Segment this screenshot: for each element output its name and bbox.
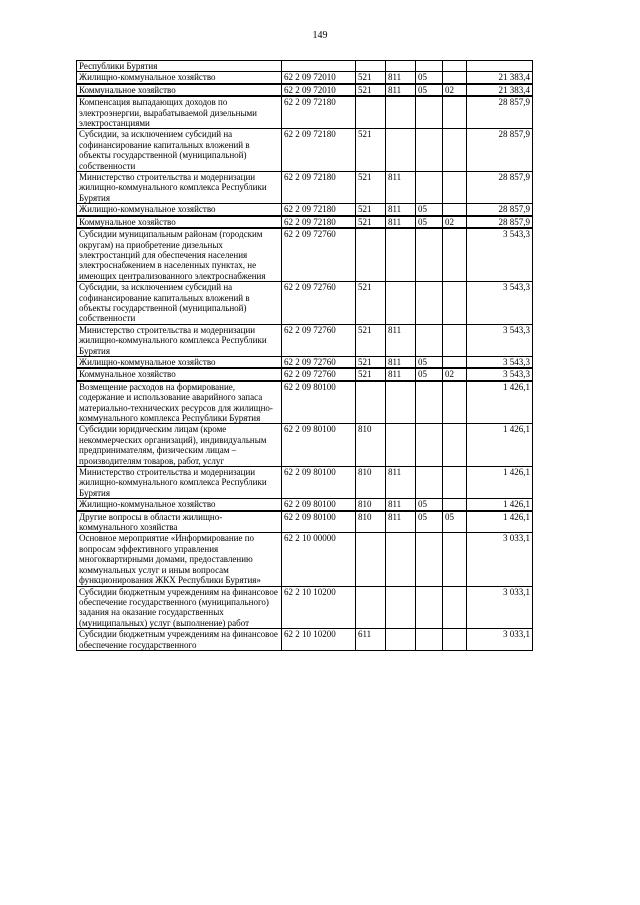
amount-cell: 3 543,3 [467,282,533,325]
amount-cell: 28 857,9 [467,204,533,216]
target-article-cell: 62 2 09 80100 [282,467,356,499]
amount-cell: 21 383,4 [467,72,533,84]
amount-cell: 1 426,1 [467,499,533,511]
target-article-cell: 62 2 09 80100 [282,424,356,467]
subsection-cell [443,586,467,629]
target-article-cell: 62 2 09 72760 [282,324,356,356]
row-name-cell: Жилищно-коммунальное хозяйство [77,356,282,368]
amount-cell: 21 383,4 [467,84,533,96]
section-cell [416,228,443,282]
table-row [77,172,533,204]
department-cell: 811 [386,216,416,228]
department-cell: 811 [386,204,416,216]
subsection-cell [443,96,467,129]
department-cell: 811 [386,324,416,356]
target-article-cell: 62 2 10 10200 [282,586,356,629]
subsection-cell [443,129,467,172]
target-article-cell: 62 2 09 72180 [282,216,356,228]
amount-cell: 28 857,9 [467,96,533,129]
department-cell: 811 [386,511,416,533]
expense-type-cell [356,533,386,586]
subsection-cell [443,356,467,368]
section-cell [416,586,443,629]
section-cell: 05 [416,499,443,511]
section-cell: 05 [416,204,443,216]
section-cell [416,129,443,172]
expense-type-cell: 521 [356,84,386,96]
table-row [77,228,533,282]
section-cell [416,424,443,467]
subsection-cell [443,467,467,499]
amount-cell: 3 543,3 [467,324,533,356]
table-row [77,511,533,533]
expense-type-cell: 810 [356,467,386,499]
row-name-cell: Жилищно-коммунальное хозяйство [77,72,282,84]
department-cell: 811 [386,72,416,84]
table-row [77,424,533,467]
target-article-cell: 62 2 10 10200 [282,629,356,651]
table-row [77,467,533,499]
budget-table [76,60,533,651]
expense-type-cell: 521 [356,72,386,84]
table-row [77,61,533,72]
target-article-cell: 62 2 09 80100 [282,499,356,511]
section-cell [416,172,443,204]
department-cell: 811 [386,356,416,368]
department-cell: 811 [386,499,416,511]
amount-cell: 3 543,3 [467,356,533,368]
expense-type-cell: 521 [356,282,386,325]
subsection-cell [443,204,467,216]
subsection-cell [443,381,467,424]
expense-type-cell: 521 [356,356,386,368]
subsection-cell [443,282,467,325]
row-name-cell: Другие вопросы в области жилищно-коммунального хозяйства [77,511,282,533]
expense-type-cell: 521 [356,216,386,228]
section-cell: 05 [416,216,443,228]
row-name-cell: Коммунальное хозяйство [77,84,282,96]
row-name-cell: Субсидии, за исключением субсидий на софинансирование капитальных вложений в объекты государственной (муниципальной) собственности [77,282,282,325]
amount-cell: 3 033,1 [467,533,533,586]
target-article-cell: 62 2 09 72760 [282,356,356,368]
row-name-cell: Субсидии юридическим лицам (кроме некоммерческих организаций), индивидуальным предпринимателям, физическим лицам – производителям товаров, работ, услуг [77,424,282,467]
section-cell [416,629,443,651]
expense-type-cell: 810 [356,511,386,533]
target-article-cell: 62 2 10 00000 [282,533,356,586]
target-article-cell: 62 2 09 72760 [282,282,356,325]
table-row [77,216,533,228]
target-article-cell: 62 2 09 72180 [282,204,356,216]
section-cell [416,324,443,356]
table-row [77,629,533,651]
row-name-cell: Возмещение расходов на формирование, содержание и использование аварийного запаса материально-технических ресурсов для жилищно-коммунального комплекса Республики Бурятия [77,381,282,424]
department-cell: 811 [386,368,416,380]
row-name-cell: Республики Бурятия [77,61,282,72]
row-name-cell: Субсидии, за исключением субсидий на софинансирование капитальных вложений в объекты государственной (муниципальной) собственности [77,129,282,172]
table-row [77,72,533,84]
department-cell [386,586,416,629]
department-cell [386,61,416,72]
amount-cell: 1 426,1 [467,381,533,424]
expense-type-cell [356,228,386,282]
section-cell: 05 [416,72,443,84]
subsection-cell: 02 [443,84,467,96]
target-article-cell: 62 2 09 72180 [282,96,356,129]
amount-cell: 28 857,9 [467,129,533,172]
page-number: 149 [312,30,328,41]
amount-cell: 1 426,1 [467,424,533,467]
table-row [77,368,533,380]
table-row [77,356,533,368]
subsection-cell [443,324,467,356]
section-cell [416,381,443,424]
subsection-cell: 02 [443,368,467,380]
row-name-cell: Компенсация выпадающих доходов по электроэнергии, вырабатываемой дизельными электростанциями [77,96,282,129]
subsection-cell [443,499,467,511]
subsection-cell [443,61,467,72]
budget-table-body [77,61,533,651]
amount-cell: 28 857,9 [467,216,533,228]
amount-cell [467,61,533,72]
department-cell [386,96,416,129]
target-article-cell: 62 2 09 80100 [282,381,356,424]
amount-cell: 28 857,9 [467,172,533,204]
subsection-cell [443,72,467,84]
subsection-cell [443,533,467,586]
amount-cell: 3 543,3 [467,228,533,282]
amount-cell: 1 426,1 [467,467,533,499]
row-name-cell: Коммунальное хозяйство [77,216,282,228]
department-cell [386,228,416,282]
target-article-cell: 62 2 09 72760 [282,368,356,380]
expense-type-cell: 810 [356,499,386,511]
table-row [77,499,533,511]
amount-cell: 3 033,1 [467,586,533,629]
row-name-cell: Министерство строительства и модернизации жилищно-коммунального комплекса Республики Бурятия [77,467,282,499]
department-cell: 811 [386,467,416,499]
table-row [77,533,533,586]
department-cell [386,424,416,467]
expense-type-cell [356,61,386,72]
table-row [77,381,533,424]
expense-type-cell: 521 [356,368,386,380]
target-article-cell: 62 2 09 72010 [282,84,356,96]
subsection-cell: 02 [443,216,467,228]
expense-type-cell [356,96,386,129]
subsection-cell [443,228,467,282]
expense-type-cell: 810 [356,424,386,467]
expense-type-cell: 521 [356,172,386,204]
row-name-cell: Субсидии бюджетным учреждениям на финансовое обеспечение государственного (муниципального) задания на оказание государственных (муниципальных) услуг (выполнение) работ [77,586,282,629]
row-name-cell: Основное мероприятие «Информирование по вопросам эффективного управления многоквартирными домами, предоставлению коммунальных услуг и иным вопросам функционирования ЖКХ Республики Бурятия» [77,533,282,586]
target-article-cell: 62 2 09 72180 [282,129,356,172]
section-cell: 05 [416,84,443,96]
section-cell: 05 [416,368,443,380]
table-row [77,324,533,356]
department-cell [386,629,416,651]
target-article-cell: 62 2 09 80100 [282,511,356,533]
amount-cell: 3 543,3 [467,368,533,380]
target-article-cell: 62 2 09 72010 [282,72,356,84]
department-cell: 811 [386,172,416,204]
expense-type-cell [356,381,386,424]
department-cell [386,381,416,424]
department-cell: 811 [386,84,416,96]
amount-cell: 1 426,1 [467,511,533,533]
expense-type-cell: 521 [356,204,386,216]
subsection-cell: 05 [443,511,467,533]
table-row [77,84,533,96]
section-cell [416,96,443,129]
section-cell [416,467,443,499]
table-row [77,586,533,629]
row-name-cell: Жилищно-коммунальное хозяйство [77,204,282,216]
target-article-cell: 62 2 09 72180 [282,172,356,204]
section-cell [416,61,443,72]
row-name-cell: Коммунальное хозяйство [77,368,282,380]
section-cell [416,282,443,325]
row-name-cell: Субсидии бюджетным учреждениям на финансовое обеспечение государственного [77,629,282,651]
target-article-cell: 62 2 09 72760 [282,228,356,282]
subsection-cell [443,172,467,204]
expense-type-cell: 521 [356,324,386,356]
table-row [77,96,533,129]
expense-type-cell: 611 [356,629,386,651]
expense-type-cell [356,586,386,629]
table-row [77,282,533,325]
department-cell [386,533,416,586]
table-row [77,204,533,216]
row-name-cell: Министерство строительства и модернизации жилищно-коммунального комплекса Республики Бурятия [77,172,282,204]
table-row [77,129,533,172]
department-cell [386,129,416,172]
department-cell [386,282,416,325]
subsection-cell [443,424,467,467]
expense-type-cell: 521 [356,129,386,172]
row-name-cell: Жилищно-коммунальное хозяйство [77,499,282,511]
section-cell: 05 [416,356,443,368]
row-name-cell: Министерство строительства и модернизации жилищно-коммунального комплекса Республики Бурятия [77,324,282,356]
section-cell [416,533,443,586]
row-name-cell: Субсидии муниципальным районам (городским округам) на приобретение дизельных электростанций для обеспечения населения электроснабжением в населенных пунктах, не имеющих централизованного электроснабжения [77,228,282,282]
subsection-cell [443,629,467,651]
target-article-cell [282,61,356,72]
amount-cell: 3 033,1 [467,629,533,651]
section-cell: 05 [416,511,443,533]
